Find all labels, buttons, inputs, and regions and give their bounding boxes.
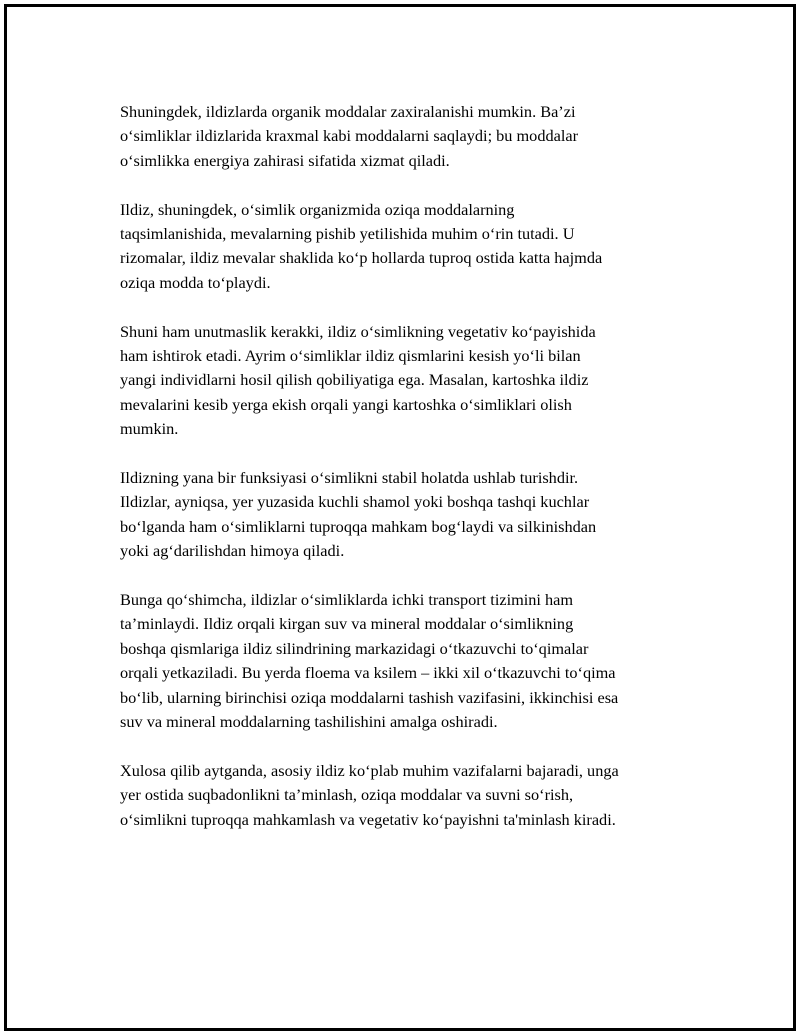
- paragraph-transport-system: Bunga qo‘shimcha, ildizlar o‘simliklarda ichki transport tizimini ham ta’minlaydi. Ildiz orqali kirgan suv va mineral moddalar o‘simlikning boshqa qismlariga ildiz silindrining markazidagi o‘tkazuvchi to‘qimalar orqali yetkaziladi. Bu yerda floema va ksilem – ikki xil o‘tkazuvchi to‘qima bo‘lib, ularning birinchisi oziqa moddalarni tashish vazifasini, ikkinchisi esa suv va mineral moddalarning tashilishini amalga oshiradi.: [120, 590, 619, 732]
- paragraph-stability: Ildizning yana bir funksiyasi o‘simlikni stabil holatda ushlab turishdir. Ildizlar, ayniqsa, yer yuzasida kuchli shamol yoki boshqa tashqi kuchlar bo‘lganda ham o‘simliklarni tuproqqa mahkam bog‘laydi va silkinishdan yoki ag‘darilishdan himoya qiladi.: [120, 468, 597, 561]
- paragraph-conclusion: Xulosa qilib aytganda, asosiy ildiz ko‘plab muhim vazifalarni bajaradi, unga yer ostida suqbadonlikni ta’minlash, oziqa moddalar va suvni so‘rish, o‘simlikni tuproqqa mahkamlash va vegetativ ko‘payishni ta'minlash kiradi.: [120, 760, 619, 829]
- document-body: [120, 100, 700, 857]
- paragraph-vegetative-reproduction: Shuni ham unutmaslik kerakki, ildiz o‘simlikning vegetativ ko‘payishida ham ishtirok etadi. Ayrim o‘simliklar ildiz qismlarini kesish yo‘li bilan yangi individlarni hosil qilish qobiliyatiga ega. Masalan, kartoshka ildiz mevalarini kesib yerga ekish orqali yangi kartoshka o‘simliklari olish mumkin.: [120, 321, 596, 439]
- paragraph-nutrient-distribution: Ildiz, shuningdek, o‘simlik organizmida oziqa moddalarning taqsimlanishida, mevalarning pishib yetilishida muhim o‘rin tutadi. U rizomalar, ildiz mevalar shaklida ko‘p hollarda tuproq ostida katta hajmda oziqa modda to‘playdi.: [120, 199, 603, 292]
- paragraph-organic-storage: Shuningdek, ildizlarda organik moddalar zaxiralanishi mumkin. Ba’zi o‘simliklar ildizlarida kraxmal kabi moddalarni saqlaydi; bu moddalar o‘simlikka energiya zahirasi sifatida xizmat qiladi.: [120, 102, 579, 170]
- page-frame: [4, 4, 796, 1031]
